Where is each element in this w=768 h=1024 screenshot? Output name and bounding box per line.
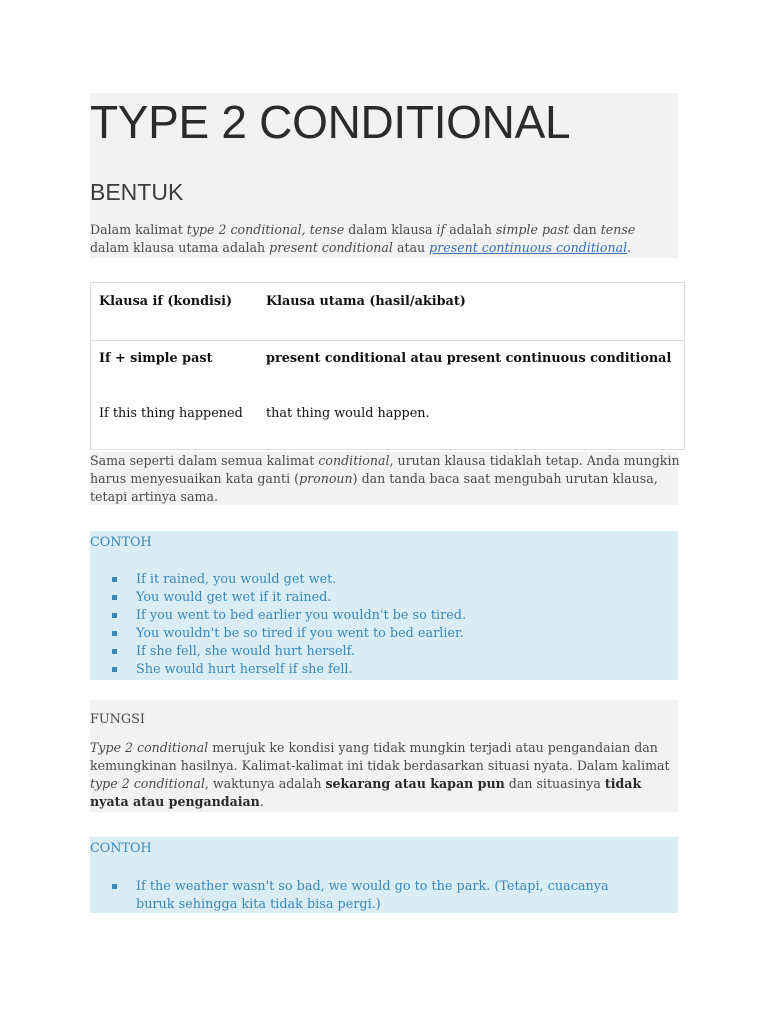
link-text[interactable]: present continuous conditional	[429, 240, 628, 255]
bullet-icon	[112, 649, 117, 654]
text-run: dalam klausa utama adalah	[90, 240, 270, 255]
example-section-2	[90, 837, 678, 913]
text-run: Dalam kalimat	[90, 222, 187, 237]
bullet-icon	[112, 884, 117, 889]
example-label-1: CONTOH	[90, 535, 152, 550]
table-example-main-clause: that thing would happen.	[266, 406, 430, 421]
table-formula-if-clause: If + simple past	[99, 351, 213, 366]
list-item-text: She would hurt herself if she fell.	[136, 662, 353, 677]
text-run: adalah	[445, 222, 496, 237]
bullet-icon	[112, 631, 117, 636]
table-header-main-clause: Klausa utama (hasil/akibat)	[266, 294, 466, 309]
title-section	[90, 93, 678, 258]
list-item-text: You wouldn't be so tired if you went to bed earlier.	[136, 626, 464, 641]
bullet-icon	[112, 613, 117, 618]
conditional-structure-table	[90, 282, 685, 450]
bold-text: tidak nyata atau pengandaian	[90, 776, 642, 809]
text-run: .	[259, 794, 264, 809]
italic-text: tense	[600, 222, 636, 237]
italic-text: type 2 conditional, tense	[186, 222, 345, 237]
italic-text: present conditional	[269, 240, 393, 255]
text-run: ) dan tanda baca saat mengubah urutan klausa, tetapi artinya sama.	[90, 471, 658, 504]
list-item	[112, 589, 466, 607]
text-run: dan	[569, 222, 601, 237]
table-example-if-clause: If this thing happened	[99, 406, 243, 421]
bentuk-intro-paragraph	[90, 221, 678, 257]
bullet-icon	[112, 667, 117, 672]
bullet-icon	[112, 577, 117, 582]
bold-text: sekarang atau kapan pun	[325, 776, 505, 791]
function-label: FUNGSI	[90, 712, 145, 727]
list-item	[112, 607, 466, 625]
list-item	[112, 625, 466, 643]
text-run: dalam klausa	[344, 222, 437, 237]
text-run: atau	[392, 240, 430, 255]
table-header-if-clause: Klausa if (kondisi)	[99, 294, 233, 309]
italic-text: if	[436, 222, 446, 237]
italic-text: type 2 conditional	[90, 776, 205, 791]
example-list-2	[112, 878, 632, 914]
example-section-1	[90, 531, 678, 680]
list-item-text: You would get wet if it rained.	[136, 590, 332, 605]
list-item	[112, 661, 466, 679]
function-paragraph	[90, 739, 670, 811]
function-section	[90, 700, 678, 812]
page-title: TYPE 2 CONDITIONAL	[90, 96, 571, 148]
text-run: , waktunya adalah	[204, 776, 326, 791]
example-label-2: CONTOH	[90, 841, 152, 856]
list-item-text: If it rained, you would get wet.	[136, 572, 337, 587]
list-item	[112, 643, 466, 661]
list-item-text: If you went to bed earlier you wouldn't be so tired.	[136, 608, 467, 623]
list-item-text: If she fell, she would hurt herself.	[136, 644, 355, 659]
bullet-icon	[112, 595, 117, 600]
example-list-1	[112, 571, 466, 679]
clause-order-note	[90, 452, 678, 505]
clause-order-paragraph	[90, 452, 680, 506]
table-formula-main-clause: present conditional atau present continuous conditional	[266, 351, 672, 366]
text-run: .	[627, 240, 632, 255]
list-item-text: If the weather wasn't so bad, we would go to the park. (Tetapi, cuacanya buruk sehingga kita tidak bisa pergi.)	[136, 879, 609, 912]
text-run: merujuk ke kondisi yang tidak mungkin terjadi atau pengandaian dan kemungkinan hasilnya. Kalimat-kalimat ini tidak berdasarkan situasi nyata. Dalam kalimat	[90, 740, 670, 773]
italic-text: conditional	[318, 453, 390, 468]
text-run: Sama seperti dalam semua kalimat	[90, 453, 319, 468]
italic-text: Type 2 conditional	[90, 740, 209, 755]
table-divider	[91, 340, 684, 341]
text-run: dan situasinya	[504, 776, 605, 791]
text-run: , urutan klausa tidaklah tetap. Anda mungkin harus menyesuaikan kata ganti (	[90, 453, 680, 486]
italic-text: simple past	[495, 222, 570, 237]
list-item	[112, 571, 466, 589]
list-item	[112, 878, 632, 914]
bentuk-heading: BENTUK	[90, 179, 184, 205]
italic-text: pronoun	[299, 471, 353, 486]
